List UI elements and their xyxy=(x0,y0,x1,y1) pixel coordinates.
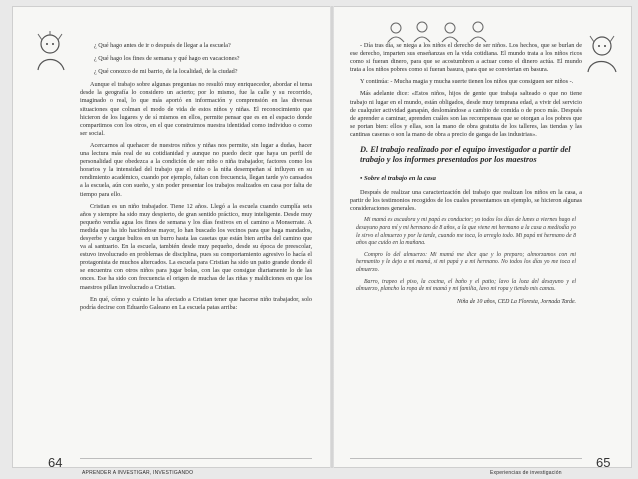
right-page-column xyxy=(350,42,582,306)
body-paragraph: - Día tras día, se niega a los niños el derecho de ser niños. Los hechos, que se burlan de ese derecho, imparten sus enseñanzas en la vida cotidiana. El mundo trata a los niños ricos como si fueran dinero, para que se acostumbren a actuar como el dinero actúa. El mundo trata a los niños pobres como si fueran basura, para que se conviertan en basura. xyxy=(350,42,582,74)
body-paragraph: Cristian es un niño trabajador. Tiene 12 años. Llegó a la escuela cuando cumplía seis años y siempre ha sido muy despierto, de gran sentido práctico, muy inteligente. Desde muy pequeño vendía agua los fines de semana y los días festivos en el camino a Monserrate. A medida que ha ido haciéndose mayor, lo han buscado los vecinos para que haga mandados, desyerbe y cargue bultos en un burro hasta las casetas que están bien arriba del camino que va al santuario. En la escuela, también desde muy pequeño, desde su época de preescolar, estuvo involucrado en problemas de disciplina, pues su comportamiento agresivo lo hacía el protagonista de muchos altercados. La escuela para Cristian ha sido un patio grande donde él se encuentra con otros niños para jugar bolas, con las que consigue diariamente lo de las onces. Ese ha sido con frecuencia el origen de muchas de las riñas y maldiciones en que los maestros pillan involucrado a Cristian. xyxy=(80,202,312,291)
left-page-column xyxy=(80,42,312,316)
page-number-right: 65 xyxy=(596,455,611,470)
page-number-left: 64 xyxy=(48,455,63,470)
children-illustration-right xyxy=(578,32,624,78)
footer-rule-right xyxy=(350,458,582,459)
right-footer xyxy=(596,454,610,472)
children-illustration-left xyxy=(30,30,76,76)
children-illustration-center xyxy=(382,18,502,44)
quote-source: Niña de 10 años, CED La Floresta, Jornada Tarde. xyxy=(456,298,576,305)
body-paragraph: Aunque el trabajo sobre algunas preguntas no resultó muy enriquecedor, abordar el tema desde la geografía lo considero un acierto; por lo mismo, fue la calle y su recorrido, imaginado o real, lo que más aportó en información y comprensión en las diversas situaciones que colman el modo de vida de estos niños y niñas. El reconocimiento que hicieron de los lugares y de sí mismos en ellos, permite pensar que es en el espacio donde compartimos con los otros, en el que construimos nuestra identidad como individuo o como ser social. xyxy=(80,81,312,137)
left-footer xyxy=(48,454,62,472)
question-2: ¿ Qué hago los fines de semana y qué hago en vacaciones? xyxy=(94,55,240,63)
right-footer-title xyxy=(490,461,562,479)
quote-paragraph: Mi mamá es ascadora y mi papá es conductor; yo todos los días de lunes a viernes hago el desayuno para mí y mi hermano de 8 años, a la que viene mi hermano a la casa a mediodía yo le sirvo el almuerzo y por la tarde, cuando me toca, lo arreglo todo. Mi papá mi hermano de 8 años que cuido en la mañana. xyxy=(356,217,576,247)
quote-paragraph: Barro, trapeo el piso, la cocina, el baño y el patio; lavo la loza del desayuno y el almuerzo, plancho la ropa de mi mamá y mi familia, lavo mi ropa y tiendo mis camas. xyxy=(356,278,576,293)
testimony-quote xyxy=(350,217,582,293)
section-heading: D. El trabajo realizado por el equipo investigador a partir del trabajo y los informes presentados por los maestros xyxy=(360,145,571,165)
subsection-heading: • Sobre el trabajo en la casa xyxy=(360,175,436,183)
footer-rule-left xyxy=(80,458,312,459)
left-footer-title xyxy=(82,461,193,479)
body-paragraph: Acercarnos al quehacer de nuestros niños y niñas nos permite, sin lugar a dudas, hacer una lectura más real de su cotidianidad y aunque no puedo decir que haya un perfil de personalidad que obedezca a la condición de ser niño o niña trabajador, factores como los horarios y la intensidad del trabajo que el niño o la niña desempeñan sí influyen en su rendimiento académico, cuando por ejemplo, faltan con frecuencia, llegan tarde y/o cansados a la escuela, aún con sueño, y sin poder presentar los trabajos realizados en casa por falta de tiempo para ello. xyxy=(80,141,312,198)
book-gutter xyxy=(330,6,334,468)
question-3: ¿ Qué conozco de mi barrio, de la localidad, de la ciudad? xyxy=(94,68,238,76)
quote-paragraph: Compro lo del almuerzo: Mi mamá me dice que y lo preparo; almorzamos con mi hermanito y le dejo a mi mamá, si mi papá y a mi hermano. No todos los días yo me toca el almuerzo. xyxy=(356,251,576,273)
book-spread xyxy=(12,6,632,476)
body-paragraph: Más adelante dice: «Estos niños, hijos de gente que trabaja salteado o que no tiene trabajo ni lugar en el mundo, están obligados, desde muy temprana edad, a vivir del servicio de cualquier actividad ganapán, deslomándose a cambio de comida o de poco más. Después de aprender a caminar, aprenden cuáles son las recompensas que se otorgan a los pobres que se portan bien: ellos y ellas, son la mano de obra gratuita de los talleres, las tiendas y las cantinas caseras o son la mano de obra a precio de ganga de las industrias». xyxy=(350,90,582,138)
question-1: ¿ Qué hago antes de ir o después de llegar a la escuela? xyxy=(94,42,231,49)
footer-title-left: APRENDER A INVESTIGAR, INVESTIGANDO xyxy=(82,470,194,476)
body-paragraph: Después de realizar una caracterización del trabajo que realizan los niños en la casa, a partir de los testimonios recogidos de los cuales presentamos un ejemplo, se hicieron algunas consideraciones generales. xyxy=(350,189,582,213)
body-paragraph: En qué, cómo y cuánto le ha afectado a Cristian tener que hacerse niño trabajador, solo podría decirse con Eduardo Galeano en La escuela patas arriba: xyxy=(80,295,312,311)
footer-title-right: Experiencias de investigación xyxy=(490,470,562,476)
body-paragraph: Y continúa: - Mucha magia y mucha suerte tienen los niños que consiguen ser niños -. xyxy=(360,78,574,86)
